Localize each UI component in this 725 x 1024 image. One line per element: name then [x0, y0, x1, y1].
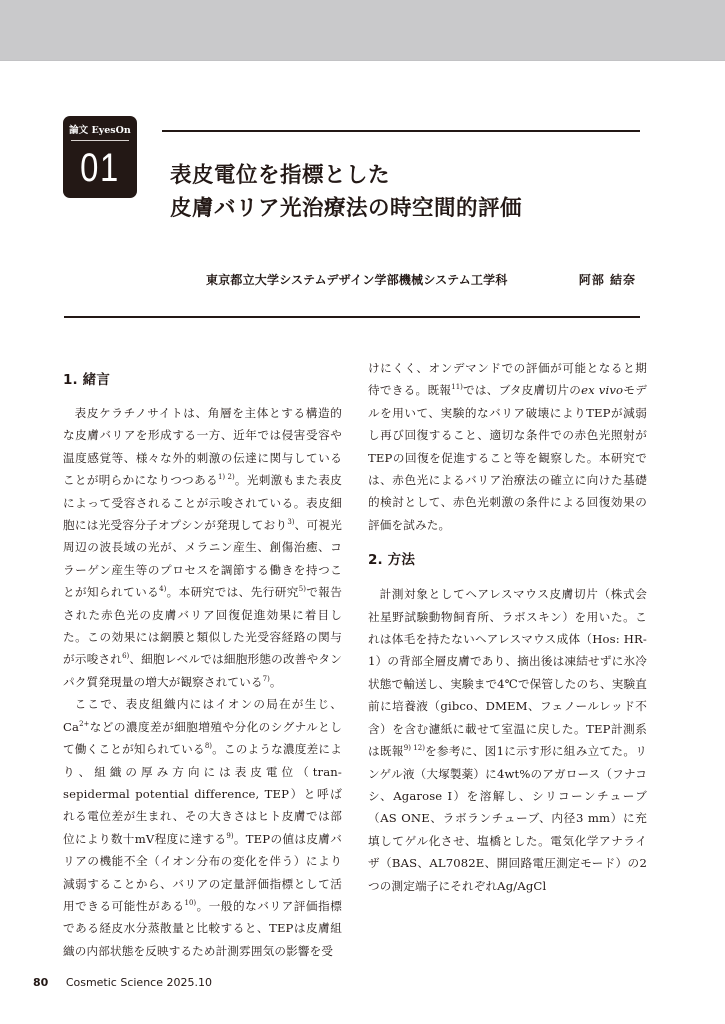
- badge-number: 01: [80, 146, 120, 190]
- title-rule: [162, 130, 640, 132]
- section-heading-intro: 1. 緒言: [63, 372, 110, 388]
- column-right: [368, 357, 647, 897]
- journal-issue: Cosmetic Science 2025.10: [65, 976, 212, 989]
- citation: 7): [262, 674, 270, 683]
- intro-paragraph-2: ここで、表皮組織内にはイオンの局在が生じ、$Ca^{2+}$などの濃度差が細胞増殖や分化のシグナルとして働くことが知られている$^{8)}$。このような濃度差により、組織の厚み方向には表皮電位（tran-sepidermal potential difference, TEP）と呼ばれる電位差が生まれ、その大きさはヒト皮膚では部位により数十mV程度に達する$^{9)}$。TEPの値は皮膚バリアの機能不全（イオン分布の変化を伴う）により減弱することから、バリアの定量評価指標として活用できる可能性がある$^{10)}$。一般的なバリア評価指標である経皮水分蒸散量と比較すると、TEPは皮膚組織の内部状態を反映するため計測雰囲気の影響を受: [63, 697, 343, 958]
- section-heading-methods: 2. 方法: [368, 552, 415, 569]
- citation: 4): [159, 585, 167, 594]
- superscript-charge: 2+: [79, 719, 90, 728]
- italic-term: ex vivo: [581, 383, 624, 398]
- top-margin-band: [0, 0, 725, 61]
- citation: 6): [122, 652, 130, 661]
- citation: 5): [298, 585, 306, 594]
- intro-paragraph-2-continued: けにくく、オンデマンドでの評価が可能となると期待できる。既報$^{11)}$では、ブタ皮膚切片のex vivoモデルを用いて、実験的なバリア破壊によりTEPが減弱し再び回復すること、適切な条件での赤色光照射がTEPの回復を促進すること等を観察した。本研究では、赤色光によるバリア治療法の確立に向けた基礎的検討として、赤色光刺激の条件による回復効果の評価を試みた。: [368, 361, 647, 532]
- title-line-1: 表皮電位を指標とした: [170, 163, 391, 188]
- citation: 10): [184, 898, 197, 907]
- column-left: [63, 360, 342, 962]
- badge-divider: [71, 140, 129, 141]
- page-footer: [33, 976, 212, 989]
- citation: 3): [287, 518, 295, 527]
- affiliation: 東京都立大学システムデザイン学部機械システム工学科: [206, 273, 508, 287]
- series-badge: [63, 116, 137, 198]
- badge-label: 論文 EyesOn: [69, 125, 131, 136]
- citation: 8): [204, 742, 212, 751]
- byline: [206, 271, 636, 288]
- header-rule: [64, 316, 640, 318]
- citation: 1) 2): [217, 473, 235, 482]
- citation: 9) 12): [403, 744, 425, 753]
- title-line-2: 皮膚バリア光治療法の時空間的評価: [170, 196, 523, 221]
- article-title: [170, 159, 522, 225]
- author-name: 阿部 結奈: [578, 273, 636, 287]
- page-number: 80: [33, 976, 49, 989]
- citation: 9): [226, 831, 234, 840]
- methods-paragraph-1: 計測対象としてヘアレスマウス皮膚切片（株式会社星野試験動物飼育所、ラボスキン）を用いた。これは体毛を持たないヘアレスマウス成体（Hos: HR-1）の背部全層皮膚であり、摘出後は凍結せずに氷冷状態で輸送し、実験まで4℃で保管したのち、実験直前に培養液（gibco、DMEM、フェノールレッド不含）を含む濾紙に載せて室温に戻した。TEP計測系は既報$^{9) 12)}$を参考に、図1に示す形に組み立てた。リンゲル液（大塚製薬）に4wt%のアガロース（フナコシ、Agarose I）を溶解し、シリコーンチューブ（AS ONE、ラボランチューブ、内径3 mm）に充填してゲル化させ、塩橋とした。電気化学アナライザ（BAS、AL7082E、開回路電圧測定モード）の2つの測定端子にそれぞれAg/AgCl: [368, 587, 648, 893]
- citation: 11): [451, 383, 463, 392]
- intro-paragraph-1: 表皮ケラチノサイトは、角層を主体とする構造的な皮膚バリアを形成する一方、近年では侵害受容や温度感覚等、様々な外的刺激の伝達に関与していることが明らかになりつつある$^{1) 2)}$。光刺激もまた表皮によって受容されることが示唆されている。表皮細胞には光受容分子オプシンが発現しており$^{3)}$、可視光周辺の波長域の光が、メラニン産生、創傷治癒、コラーゲン産生等のプロセスを調節する働きを持つことが知られている$^{4)}$。本研究では、先行研究$^{5)}$で報告された赤色光の皮膚バリア回復促進効果に着目した。この効果には網膜と類似した光受容経路の関与が示唆され$^{6)}$、細胞レベルでは細胞形態の改善やタンパク質発現量の増大が観察されている$^{7)}$。: [63, 406, 343, 689]
